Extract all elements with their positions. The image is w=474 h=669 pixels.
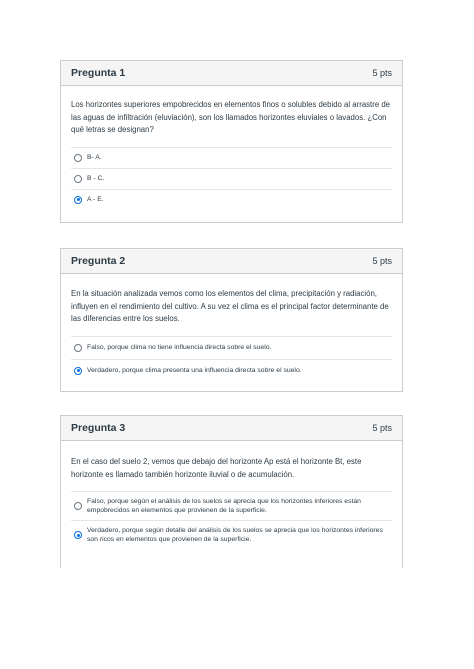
radio-unselected-icon[interactable] (74, 344, 82, 352)
radio-unselected-icon[interactable] (74, 175, 82, 183)
answer-option-1[interactable] (71, 491, 392, 520)
answer-label: Falso, porque según el análisis de los suelos se aprecia que los horizontes inferiores están empobrecidos en elementos que provienen de la superficie. (87, 498, 361, 514)
radio-unselected-icon[interactable] (74, 154, 82, 162)
answer-option-1[interactable] (71, 336, 392, 359)
answer-label: B- A. (87, 154, 102, 161)
question-title: Pregunta 3 (71, 422, 126, 434)
question-text: En el caso del suelo 2, vemos que debajo del horizonte Ap está el horizonte Bt, este horizonte es llamado también horizonte iluvial o de acumulación. (71, 457, 362, 479)
question-card-1 (60, 60, 403, 223)
radio-selected-icon[interactable] (74, 367, 82, 375)
radio-selected-icon[interactable] (74, 531, 82, 539)
answer-label: B - C. (87, 175, 105, 182)
answer-label: Verdadero, porque clima presenta una influencia directa sobre el suelo. (87, 367, 302, 374)
radio-selected-icon[interactable] (74, 196, 82, 204)
question-card-2 (60, 248, 403, 392)
question-header (61, 416, 402, 441)
radio-unselected-icon[interactable] (74, 502, 82, 510)
question-text: En la situación analizada vemos como los elementos del clima, precipitación y radiación, influyen en el rendimiento del cultivo. A su vez el clima es el principal factor determinante de las diferencias entre los suelos. (71, 289, 389, 323)
question-points: 5 pts (372, 68, 392, 78)
question-title: Pregunta 1 (71, 67, 126, 79)
answer-option-2[interactable] (71, 359, 392, 382)
question-title: Pregunta 2 (71, 255, 126, 267)
question-text: Los horizontes superiores empobrecidos en elementos finos o solubles debido al arrastre de las aguas de infiltración (eluviación), son los llamados horizontes eluviales o lavados. ¿Con qué letras se designan? (71, 100, 390, 134)
answer-label: Verdadero, porque según detalle del análisis de los suelos se aprecia que los horizontes inferiores son ricos en elementos que provienen de la superficie. (87, 527, 383, 543)
question-header (61, 61, 402, 86)
question-body (61, 86, 402, 216)
question-points: 5 pts (372, 256, 392, 266)
answer-option-3[interactable] (71, 189, 392, 210)
answer-option-2[interactable] (71, 520, 392, 549)
answer-option-2[interactable] (71, 168, 392, 189)
question-points: 5 pts (372, 423, 392, 433)
answer-option-1[interactable] (71, 147, 392, 168)
question-card-3 (60, 415, 403, 568)
answer-label: A - E. (87, 196, 104, 203)
answer-label: Falso, porque clima no tiene influencia directa sobre el suelo. (87, 344, 272, 351)
question-body (61, 274, 402, 388)
question-body (61, 441, 402, 555)
question-header (61, 249, 402, 274)
